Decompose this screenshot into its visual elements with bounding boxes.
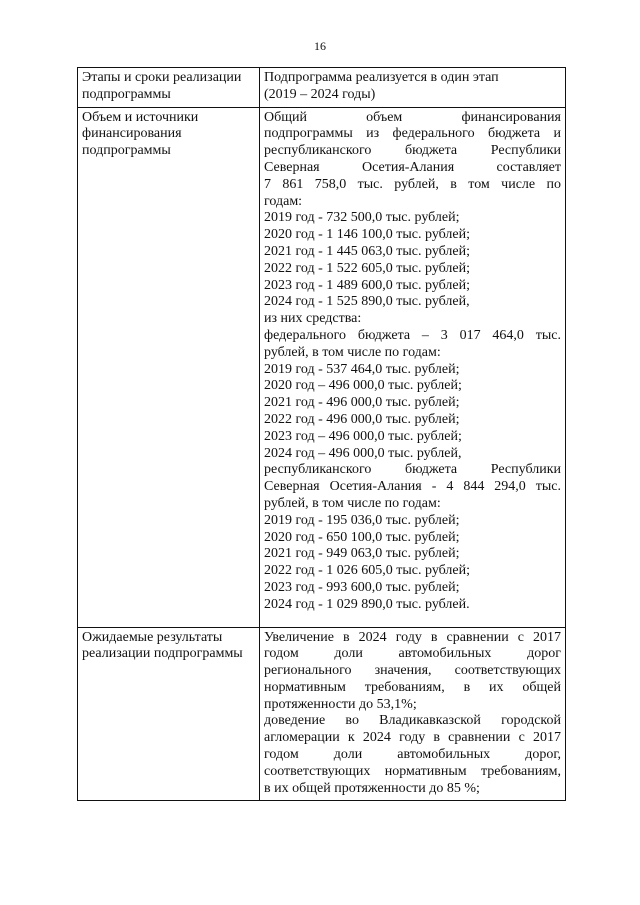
funding-text bbox=[260, 107, 566, 627]
republic-budget-line: Северная Осетия-Алания - 4 844 294,0 тыс. bbox=[264, 479, 561, 495]
republic-budget-line: республиканского бюджета Республики bbox=[264, 462, 561, 478]
table-row-results bbox=[78, 627, 566, 801]
republic-year-line: 2021 год - 949 063,0 тыс. рублей; bbox=[264, 546, 460, 562]
total-year-line: 2022 год - 1 522 605,0 тыс. рублей; bbox=[264, 260, 471, 276]
funding-intro-line: 7 861 758,0 тыс. рублей, в том числе по bbox=[264, 176, 561, 192]
funding-intro-tail: годам: bbox=[264, 193, 303, 209]
table-row-funding bbox=[78, 107, 566, 627]
funding-intro-line: подпрограммы из федерального бюджета и bbox=[264, 126, 561, 142]
results-para2-line: годом доли автомобильных дорог, bbox=[264, 747, 561, 763]
republic-budget-tail: рублей, в том числе по годам: bbox=[264, 495, 441, 511]
stages-label: Этапы и сроки реализации подпрограммы bbox=[78, 68, 260, 108]
federal-year-line: 2024 год – 496 000,0 тыс. рублей, bbox=[264, 445, 462, 461]
total-year-line: 2019 год - 732 500,0 тыс. рублей; bbox=[264, 210, 460, 226]
stages-line: Подпрограмма реализуется в один этап bbox=[264, 70, 499, 85]
funding-label: Объем и источники финансирования подпрограммы bbox=[78, 107, 260, 627]
results-label: Ожидаемые результаты реализации подпрограммы bbox=[78, 627, 260, 801]
results-para2-line: агломерации к 2024 году в сравнении с 2017 bbox=[264, 730, 561, 746]
federal-year-line: 2019 год - 537 464,0 тыс. рублей; bbox=[264, 361, 460, 377]
results-para2-tail: в их общей протяженности до 85 %; bbox=[264, 780, 480, 796]
of-them-line: из них средства: bbox=[264, 311, 362, 327]
federal-budget-tail: рублей, в том числе по годам: bbox=[264, 344, 441, 360]
republic-year-line: 2019 год - 195 036,0 тыс. рублей; bbox=[264, 512, 460, 528]
federal-budget-line: федерального бюджета – 3 017 464,0 тыс. bbox=[264, 327, 561, 343]
funding-intro-line: Северная Осетия-Алания составляет bbox=[264, 159, 561, 175]
results-text bbox=[260, 627, 566, 801]
funding-intro-line: Общий объем финансирования bbox=[264, 109, 561, 125]
page-number: 16 bbox=[314, 39, 326, 53]
results-para1-line: Увеличение в 2024 году в сравнении с 2017 bbox=[264, 629, 561, 645]
total-year-line: 2024 год - 1 525 890,0 тыс. рублей, bbox=[264, 294, 470, 310]
republic-year-line: 2024 год - 1 029 890,0 тыс. рублей. bbox=[264, 596, 470, 612]
total-year-line: 2021 год - 1 445 063,0 тыс. рублей; bbox=[264, 243, 471, 259]
results-para1-line: нормативным требованиям, в их общей bbox=[264, 679, 561, 695]
table-row-stages bbox=[78, 68, 566, 108]
results-para2-line: соответствующих нормативным требованиям, bbox=[264, 763, 561, 779]
funding-intro-line: республиканского бюджета Республики bbox=[264, 143, 561, 159]
total-year-line: 2023 год - 1 489 600,0 тыс. рублей; bbox=[264, 277, 471, 293]
stages-text bbox=[260, 68, 566, 108]
federal-year-line: 2022 год - 496 000,0 тыс. рублей; bbox=[264, 411, 460, 427]
results-para1-line: регионального значения, соответствующих bbox=[264, 663, 561, 679]
results-para2-line: доведение во Владикавказской городской bbox=[264, 713, 561, 729]
federal-year-line: 2020 год – 496 000,0 тыс. рублей; bbox=[264, 378, 462, 394]
republic-year-line: 2020 год - 650 100,0 тыс. рублей; bbox=[264, 529, 460, 545]
republic-year-line: 2023 год - 993 600,0 тыс. рублей; bbox=[264, 579, 460, 595]
passport-table bbox=[77, 67, 566, 801]
federal-year-line: 2023 год – 496 000,0 тыс. рублей; bbox=[264, 428, 462, 444]
republic-year-line: 2022 год - 1 026 605,0 тыс. рублей; bbox=[264, 563, 471, 579]
total-year-line: 2020 год - 1 146 100,0 тыс. рублей; bbox=[264, 227, 471, 243]
results-para1-tail: протяженности до 53,1%; bbox=[264, 696, 417, 712]
stages-line: (2019 – 2024 годы) bbox=[264, 86, 376, 102]
results-para1-line: годом доли автомобильных дорог bbox=[264, 646, 561, 662]
federal-year-line: 2021 год - 496 000,0 тыс. рублей; bbox=[264, 395, 460, 411]
cell-spacer bbox=[264, 614, 561, 624]
